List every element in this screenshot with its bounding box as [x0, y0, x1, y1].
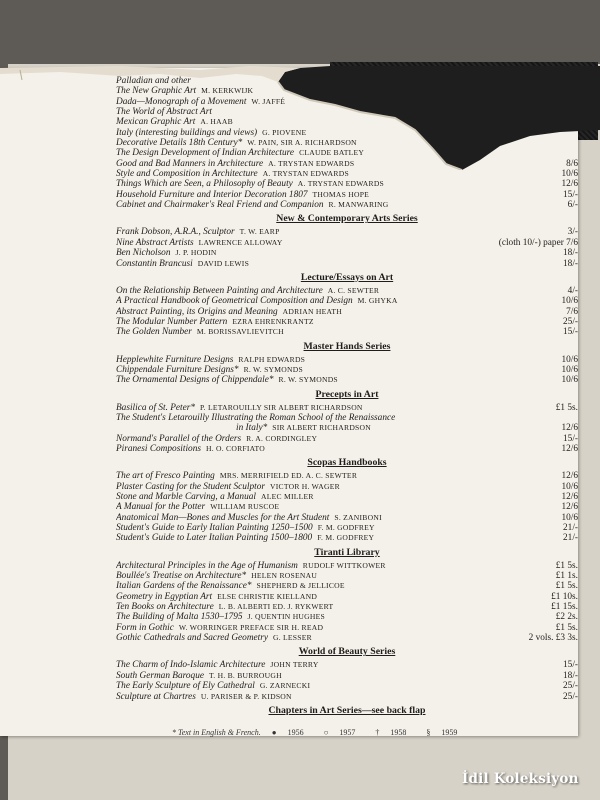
filled-circle-icon: ● — [271, 728, 277, 737]
book-price: 10/6 — [557, 169, 578, 179]
book-title: South German Baroque — [116, 670, 204, 681]
series-heading: Tiranti Library — [314, 546, 380, 558]
book-price: 12/6 — [557, 471, 578, 481]
series-heading: Chapters in Art Series—see back flap — [268, 704, 426, 716]
book-author: R. W. SYMONDS — [243, 364, 303, 374]
book-title: Basilica of St. Peter* — [116, 402, 196, 413]
book-title: Plaster Casting for the Student Sculptor — [116, 481, 266, 492]
hollow-circle-icon: ○ — [323, 728, 329, 737]
book-price: 7/6 — [562, 307, 578, 317]
book-price: 4/- — [564, 286, 578, 296]
book-entry — [116, 148, 578, 158]
book-entry — [116, 317, 578, 327]
book-title: The New Graphic Art — [116, 86, 197, 97]
book-title: The Building of Malta 1530–1795 — [116, 612, 243, 623]
book-entry — [116, 471, 578, 481]
book-author: HELEN ROSENAU — [251, 571, 318, 581]
book-title: Good and Bad Manners in Architecture — [116, 158, 264, 169]
book-price: £1 1s. — [552, 571, 578, 581]
book-title: Geometry in Egyptian Art — [116, 591, 213, 602]
book-title: Things Which are Seen, a Philosophy of Beauty — [116, 179, 293, 190]
watermark: İdil Koleksiyon — [462, 771, 579, 787]
series-heading: Scopas Handbooks — [307, 457, 387, 469]
book-title: Stone and Marble Carving, a Manual — [116, 492, 256, 502]
book-title: The Early Sculpture of Ely Cathedral — [116, 681, 255, 692]
book-title: Sculpture at Chartres — [116, 691, 196, 702]
book-title: A Practical Handbook of Geometrical Composition and Design — [116, 296, 353, 307]
book-price: £1 5s. — [552, 561, 578, 571]
book-entry — [116, 238, 578, 248]
book-title: Style and Composition in Architecture — [116, 169, 258, 180]
book-author: M. BORISSAVLIEVITCH — [196, 327, 284, 337]
book-price: £1 5s. — [552, 623, 578, 633]
book-entry — [116, 692, 578, 702]
book-entry — [116, 623, 578, 633]
book-entry — [116, 434, 578, 444]
book-entry — [116, 444, 578, 454]
book-entry — [116, 660, 578, 670]
book-entry — [116, 413, 578, 423]
book-author: G. LESSER — [273, 633, 312, 643]
book-price: 10/6 — [557, 513, 578, 523]
book-entry — [116, 227, 578, 237]
book-author: WILLIAM RUSCOE — [210, 502, 280, 512]
book-price: £1 15s. — [547, 602, 578, 612]
book-entry — [116, 492, 578, 502]
book-title: Normand's Parallel of the Orders — [116, 433, 242, 444]
book-title: Decorative Details 18th Century* — [116, 138, 243, 149]
book-author: RUDOLF WITTKOWER — [302, 560, 386, 570]
book-author: U. PARISER & P. KIDSON — [200, 691, 292, 701]
key-1959: § 1959 — [426, 728, 458, 737]
book-author: JOHN TERRY — [270, 660, 319, 670]
book-title: Frank Dobson, A.R.A., Sculptor — [116, 227, 235, 238]
book-author: EZRA EHRENKRANTZ — [232, 316, 314, 326]
book-author: DAVID LEWIS — [197, 258, 250, 268]
book-entry — [116, 602, 578, 612]
book-price: 2 vols. £3 3s. — [525, 633, 578, 643]
book-author: L. B. ALBERTI ED. J. RYKWERT — [218, 602, 334, 612]
book-title: A Manual for the Potter — [116, 502, 206, 513]
book-entry — [116, 159, 578, 169]
footnote-text-note: * Text in English & French. — [172, 728, 261, 737]
book-author: A. TRYSTAN EDWARDS — [297, 179, 385, 189]
book-author: F. M. GODFREY — [317, 533, 375, 543]
book-entry — [116, 286, 578, 296]
book-entry — [116, 482, 578, 492]
book-author: RALPH EDWARDS — [238, 354, 306, 364]
footnote-key — [172, 728, 502, 737]
book-entry — [116, 561, 578, 571]
series-heading: World of Beauty Series — [298, 646, 396, 658]
book-title: Abstract Painting, its Origins and Meaning — [116, 306, 278, 317]
book-entry — [116, 513, 578, 523]
book-entry — [116, 612, 578, 622]
book-title: Dada—Monograph of a Movement — [116, 96, 247, 107]
book-entry — [116, 190, 578, 200]
book-title: Architectural Principles in the Age of Humanism — [116, 560, 298, 571]
book-entry — [116, 423, 578, 433]
book-entry — [116, 248, 578, 258]
book-author: G. PIOVENE — [262, 127, 307, 137]
book-title: Mexican Graphic Art — [116, 117, 196, 128]
book-entry — [116, 523, 578, 533]
book-price: 10/6 — [557, 375, 578, 385]
book-author: M. GHYKA — [357, 296, 398, 306]
book-price: 25/- — [559, 681, 578, 691]
book-price: 21/- — [559, 523, 578, 533]
book-entry — [116, 138, 578, 148]
book-entry — [116, 128, 578, 138]
book-title: Ten Books on Architecture — [116, 602, 214, 613]
book-title: On the Relationship Between Painting and Architecture — [116, 285, 323, 296]
book-price: £2 2s. — [552, 612, 578, 622]
book-title: Constantin Brancusi — [116, 258, 193, 269]
key-1958: † 1958 — [375, 728, 407, 737]
book-entry — [116, 296, 578, 306]
book-author: VICTOR H. WAGER — [270, 481, 340, 491]
book-price: 15/- — [559, 660, 578, 670]
book-author: R. A. CORDINGLEY — [246, 433, 318, 443]
book-author: SIR ALBERT RICHARDSON — [272, 423, 371, 433]
book-title: The Ornamental Designs of Chippendale* — [116, 375, 274, 386]
book-title: Household Furniture and Interior Decoration 1807 — [116, 189, 308, 200]
book-author: W. PAIN, SIR A. RICHARDSON — [247, 138, 357, 148]
book-title: Cabinet and Chairmaker's Real Friend and Companion — [116, 200, 324, 211]
book-author: T. W. EARP — [239, 227, 280, 237]
book-title: Student's Guide to Later Italian Painting 1500–1800 — [116, 533, 313, 544]
book-author: T. H. B. BURROUGH — [208, 670, 282, 680]
key-1957: ○ 1957 — [323, 728, 356, 737]
series-heading: Precepts in Art — [315, 388, 379, 400]
book-title: Italy (interesting buildings and views) — [116, 127, 258, 138]
book-price: 25/- — [559, 692, 578, 702]
book-price: 18/- — [559, 671, 578, 681]
book-entry — [116, 581, 578, 591]
book-price: 15/- — [559, 434, 578, 444]
key-1956: ● 1956 — [271, 728, 304, 737]
series-heading: Lecture/Essays on Art — [300, 271, 394, 283]
book-entry — [116, 592, 578, 602]
book-title: Palladian and other — [116, 76, 191, 86]
book-price: £1 5s. — [552, 581, 578, 591]
book-entry — [116, 307, 578, 317]
book-price: 12/6 — [557, 423, 578, 433]
book-entry — [116, 502, 578, 512]
book-entry — [116, 355, 578, 365]
book-title: The Modular Number Pattern — [116, 316, 228, 327]
book-entry — [116, 365, 578, 375]
book-entry — [116, 633, 578, 643]
book-title: The World of Abstract Art — [116, 107, 212, 118]
book-title: The Golden Number — [116, 327, 192, 338]
book-entry — [116, 86, 578, 96]
book-entry — [116, 107, 578, 117]
book-author: H. O. CORFIATO — [205, 443, 266, 453]
book-price: 12/6 — [557, 492, 578, 502]
book-title: The Design Development of Indian Architecture — [116, 148, 295, 159]
book-author: A. C. SEWTER — [327, 285, 380, 295]
book-author: ALEC MILLER — [260, 492, 314, 501]
book-title: Ben Nicholson — [116, 248, 171, 259]
series-heading: New & Contemporary Arts Series — [276, 213, 418, 225]
book-author: G. ZARNECKI — [259, 681, 311, 691]
book-entry — [116, 76, 578, 86]
book-price: 3/- — [564, 227, 578, 237]
book-entry — [116, 671, 578, 681]
book-author: SHEPHERD & JELLICOE — [256, 581, 345, 591]
book-entry — [116, 327, 578, 337]
dagger-icon: † — [375, 728, 380, 737]
book-author: F. M. GODFREY — [317, 523, 375, 533]
book-entry — [116, 403, 578, 413]
book-price: 12/6 — [557, 502, 578, 512]
book-entry — [116, 259, 578, 269]
book-price: 12/6 — [557, 444, 578, 454]
book-title: Gothic Cathedrals and Sacred Geometry — [116, 633, 268, 644]
book-entry — [116, 375, 578, 385]
book-title: The Student's Letarouilly Illustrating the Roman School of the Renaissance — [116, 412, 396, 423]
book-entry — [116, 200, 578, 210]
book-author: LAWRENCE ALLOWAY — [198, 237, 283, 247]
book-title: Student's Guide to Early Italian Painting 1250–1500 — [116, 523, 313, 534]
book-price: 15/- — [559, 190, 578, 200]
book-title: The art of Fresco Painting — [116, 471, 215, 482]
book-price: 10/6 — [557, 355, 578, 365]
book-author: S. ZANIBONI — [334, 512, 382, 522]
book-author: P. LETAROUILLY SIR ALBERT RICHARDSON — [200, 402, 363, 412]
book-author: ELSE CHRISTIE KIELLAND — [217, 591, 318, 601]
book-price: 21/- — [559, 533, 578, 543]
book-price: (cloth 10/-) paper 7/6 — [495, 238, 578, 248]
book-listing — [116, 76, 578, 719]
book-price: 12/6 — [557, 179, 578, 189]
book-author: A. TRYSTAN EDWARDS — [262, 169, 349, 179]
book-entry — [116, 97, 578, 107]
book-price: 10/6 — [557, 365, 578, 375]
book-author: J. QUENTIN HUGHES — [247, 612, 325, 622]
book-author: ADRIAN HEATH — [282, 306, 342, 316]
book-title: in Italy* — [236, 423, 268, 434]
book-title: Piranesi Compositions — [116, 443, 201, 454]
book-entry — [116, 533, 578, 543]
series-heading: Master Hands Series — [303, 340, 391, 352]
book-title: Form in Gothic — [116, 622, 174, 633]
book-author: A. TRYSTAN EDWARDS — [268, 158, 355, 168]
book-author: THOMAS HOPE — [312, 189, 370, 199]
book-author: R. MANWARING — [328, 200, 389, 210]
book-title: Anatomical Man—Bones and Muscles for the Art Student — [116, 512, 330, 523]
book-title: Hepplewhite Furniture Designs — [116, 354, 234, 365]
book-title: Boullée's Treatise on Architecture* — [116, 571, 247, 582]
book-title: The Charm of Indo-Islamic Architecture — [116, 660, 266, 671]
book-author: M. KERKWIJK — [201, 86, 254, 96]
section-icon: § — [426, 728, 431, 737]
book-author: W. JAFFÉ — [251, 96, 286, 106]
book-author: R. W. SYMONDS — [278, 375, 338, 385]
book-title: Chippendale Furniture Designs* — [116, 364, 239, 375]
book-entry — [116, 681, 578, 691]
book-price: 18/- — [559, 259, 578, 269]
book-price: 6/- — [564, 200, 578, 210]
book-price: £1 5s. — [552, 403, 578, 413]
book-price: 8/6 — [562, 159, 578, 169]
book-entry — [116, 179, 578, 189]
book-price: 15/- — [559, 327, 578, 337]
book-entry — [116, 117, 578, 127]
book-price: £1 10s. — [547, 592, 578, 602]
book-entry — [116, 571, 578, 581]
book-price: 10/6 — [557, 482, 578, 492]
book-author: CLAUDE BATLEY — [299, 148, 365, 158]
book-title: Italian Gardens of the Renaissance* — [116, 581, 252, 592]
book-author: A. HAAB — [200, 117, 233, 127]
book-author: J. P. HODIN — [175, 248, 217, 258]
book-title: Nine Abstract Artists — [116, 237, 194, 248]
book-price: 18/- — [559, 248, 578, 258]
book-author: MRS. MERRIFIELD ED. A. C. SEWTER — [219, 471, 358, 481]
book-price: 10/6 — [557, 296, 578, 306]
book-author: W. WORRINGER PREFACE SIR H. READ — [178, 622, 324, 632]
book-price: 25/- — [559, 317, 578, 327]
book-entry — [116, 169, 578, 179]
